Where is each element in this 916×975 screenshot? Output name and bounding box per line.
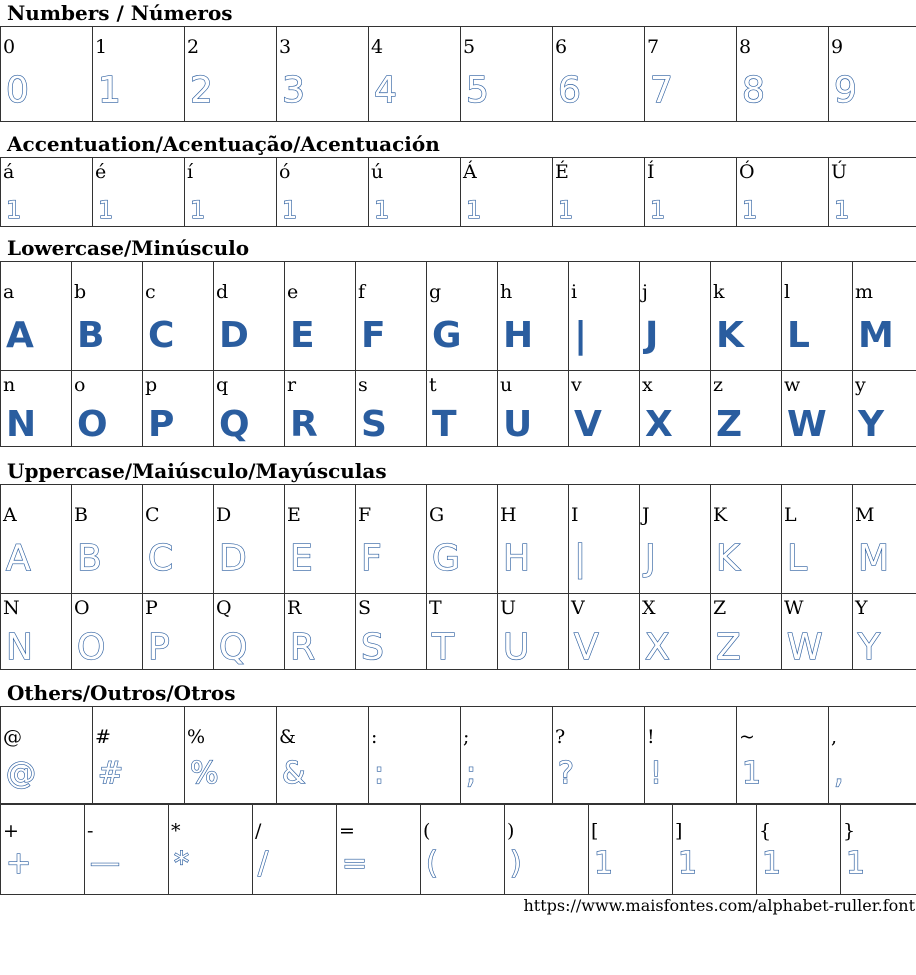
glyph-cell bbox=[277, 27, 369, 122]
character-label: j bbox=[642, 281, 648, 303]
font-sample-glyph: V bbox=[574, 404, 602, 445]
character-label: / bbox=[255, 820, 262, 842]
font-sample-glyph: N bbox=[6, 627, 33, 668]
character-label: Q bbox=[216, 597, 232, 619]
glyph-cell bbox=[427, 371, 498, 447]
glyph-cell bbox=[782, 371, 853, 447]
character-label: 8 bbox=[739, 36, 752, 58]
character-label: F bbox=[358, 504, 372, 526]
glyph-cell bbox=[711, 371, 782, 447]
glyph-cell bbox=[1, 371, 72, 447]
character-label: c bbox=[145, 281, 156, 303]
font-sample-glyph: G bbox=[432, 315, 462, 356]
font-sample-glyph: 8 bbox=[742, 70, 765, 111]
font-sample-glyph: H bbox=[503, 315, 534, 356]
glyph-cell bbox=[143, 262, 214, 371]
character-label: @ bbox=[3, 726, 22, 748]
character-label: S bbox=[358, 597, 372, 619]
glyph-cell bbox=[1, 805, 85, 895]
font-sample-glyph: W bbox=[787, 627, 823, 668]
font-sample-glyph: F bbox=[361, 538, 382, 579]
character-label: g bbox=[429, 281, 442, 303]
glyph-cell bbox=[853, 371, 916, 447]
glyph-cell bbox=[93, 707, 185, 804]
font-sample-glyph: 1 bbox=[282, 196, 298, 224]
footer-url[interactable]: https://www.maisfontes.com/alphabet-ruller.font bbox=[523, 896, 915, 915]
uppercase-heading: Uppercase/Maiúsculo/Mayúsculas bbox=[7, 459, 387, 483]
character-label: v bbox=[571, 374, 582, 396]
font-sample-glyph: U bbox=[503, 627, 530, 668]
font-sample-glyph: 1 bbox=[650, 196, 666, 224]
character-label: 3 bbox=[279, 36, 292, 58]
character-label: z bbox=[713, 374, 724, 396]
character-label: B bbox=[74, 504, 88, 526]
glyph-cell bbox=[85, 805, 169, 895]
glyph-cell bbox=[461, 158, 553, 227]
font-sample-glyph: N bbox=[6, 404, 37, 445]
character-label: 6 bbox=[555, 36, 568, 58]
glyph-cell bbox=[143, 371, 214, 447]
font-sample-glyph: 1 bbox=[678, 846, 698, 881]
font-sample-glyph: 1 bbox=[594, 846, 614, 881]
character-label: h bbox=[500, 281, 513, 303]
font-sample-glyph: R bbox=[290, 627, 316, 668]
font-sample-glyph: S bbox=[361, 404, 387, 445]
glyph-cell bbox=[369, 27, 461, 122]
glyph-row bbox=[1, 371, 916, 447]
font-sample-glyph: | bbox=[574, 315, 588, 356]
glyph-cell bbox=[461, 27, 553, 122]
font-sample-glyph: 2 bbox=[190, 70, 213, 111]
character-label: A bbox=[3, 504, 17, 526]
glyph-cell bbox=[369, 158, 461, 227]
glyph-cell bbox=[782, 262, 853, 371]
character-label: H bbox=[500, 504, 517, 526]
font-sample-glyph: ( bbox=[426, 846, 438, 881]
font-sample-glyph: E bbox=[290, 538, 313, 579]
glyph-cell bbox=[1, 485, 72, 594]
font-sample-glyph: 1 bbox=[742, 196, 758, 224]
glyph-cell bbox=[853, 262, 916, 371]
glyph-cell bbox=[640, 262, 711, 371]
glyph-cell bbox=[569, 485, 640, 594]
character-label: s bbox=[358, 374, 368, 396]
character-label: 5 bbox=[463, 36, 476, 58]
font-sample-glyph: R bbox=[290, 404, 318, 445]
character-label: Ó bbox=[739, 161, 755, 183]
font-sample-glyph: B bbox=[77, 538, 102, 579]
glyph-cell bbox=[645, 27, 737, 122]
glyph-row bbox=[1, 158, 916, 227]
character-label: Í bbox=[647, 161, 655, 183]
lowercase-table bbox=[0, 261, 916, 447]
glyph-cell bbox=[72, 594, 143, 670]
font-sample-glyph: J bbox=[645, 538, 656, 579]
character-label: É bbox=[555, 161, 569, 183]
font-sample-glyph: S bbox=[361, 627, 384, 668]
font-sample-glyph: 3 bbox=[282, 70, 305, 111]
font-sample-glyph: U bbox=[503, 404, 533, 445]
character-label: C bbox=[145, 504, 160, 526]
glyph-cell bbox=[93, 158, 185, 227]
font-sample-glyph: / bbox=[258, 846, 269, 881]
font-sample-glyph: X bbox=[645, 404, 673, 445]
font-sample-glyph: X bbox=[645, 627, 670, 668]
character-label: x bbox=[642, 374, 653, 396]
character-label: & bbox=[279, 726, 296, 748]
font-sample-glyph: # bbox=[98, 756, 124, 791]
character-label: o bbox=[74, 374, 86, 396]
font-sample-glyph: G bbox=[432, 538, 460, 579]
glyph-row bbox=[1, 485, 916, 594]
character-label: D bbox=[216, 504, 232, 526]
font-sample-glyph: 1 bbox=[190, 196, 206, 224]
character-label: ; bbox=[463, 726, 470, 748]
glyph-cell bbox=[645, 707, 737, 804]
character-label: V bbox=[571, 597, 585, 619]
glyph-cell bbox=[214, 485, 285, 594]
character-label: á bbox=[3, 161, 15, 183]
font-sample-glyph: 1 bbox=[742, 756, 762, 791]
font-sample-glyph: 6 bbox=[558, 70, 581, 111]
character-label: R bbox=[287, 597, 302, 619]
font-sample-glyph: 4 bbox=[374, 70, 397, 111]
font-sample-glyph: & bbox=[282, 756, 306, 791]
character-label: P bbox=[145, 597, 158, 619]
font-sample-glyph: | bbox=[574, 538, 587, 579]
character-label: 1 bbox=[95, 36, 108, 58]
character-label: y bbox=[855, 374, 866, 396]
character-label: + bbox=[3, 820, 19, 842]
character-label: r bbox=[287, 374, 297, 396]
character-label: Ú bbox=[831, 161, 848, 183]
character-label: L bbox=[784, 504, 797, 526]
font-sample-glyph: 1 bbox=[466, 196, 482, 224]
character-label: W bbox=[784, 597, 804, 619]
character-label: Y bbox=[855, 597, 868, 619]
character-label: 2 bbox=[187, 36, 200, 58]
glyph-cell bbox=[214, 262, 285, 371]
font-sample-glyph: ! bbox=[650, 756, 663, 791]
glyph-cell bbox=[737, 158, 829, 227]
font-sample-glyph: V bbox=[574, 627, 599, 668]
font-sample-glyph: ) bbox=[510, 846, 522, 881]
glyph-cell bbox=[640, 485, 711, 594]
font-sample-glyph: M bbox=[858, 538, 890, 579]
glyph-cell bbox=[553, 707, 645, 804]
character-label: I bbox=[571, 504, 579, 526]
font-sample-glyph: L bbox=[787, 538, 808, 579]
font-sample-glyph: @ bbox=[6, 756, 36, 791]
character-label: ( bbox=[423, 820, 431, 842]
character-label: i bbox=[571, 281, 578, 303]
font-sample-glyph: 5 bbox=[466, 70, 489, 111]
character-label: O bbox=[74, 597, 90, 619]
character-label: { bbox=[759, 820, 772, 842]
font-sample-glyph: 1 bbox=[98, 196, 114, 224]
glyph-cell bbox=[553, 27, 645, 122]
glyph-row bbox=[1, 707, 916, 804]
font-sample-glyph: H bbox=[503, 538, 531, 579]
glyph-cell bbox=[285, 485, 356, 594]
glyph-cell bbox=[498, 594, 569, 670]
character-label: ú bbox=[371, 161, 384, 183]
glyph-cell bbox=[185, 27, 277, 122]
glyph-row bbox=[1, 594, 916, 670]
font-sample-glyph: P bbox=[148, 627, 170, 668]
glyph-cell bbox=[829, 27, 916, 122]
character-label: d bbox=[216, 281, 229, 303]
font-sample-glyph: A bbox=[6, 538, 31, 579]
glyph-cell bbox=[645, 158, 737, 227]
others-heading: Others/Outros/Otros bbox=[7, 681, 236, 705]
glyph-cell bbox=[589, 805, 673, 895]
character-label: k bbox=[713, 281, 725, 303]
character-label: a bbox=[3, 281, 15, 303]
glyph-cell bbox=[72, 485, 143, 594]
glyph-cell bbox=[285, 594, 356, 670]
glyph-cell bbox=[214, 371, 285, 447]
character-label: G bbox=[429, 504, 445, 526]
glyph-cell bbox=[427, 594, 498, 670]
glyph-cell bbox=[1, 262, 72, 371]
character-label: n bbox=[3, 374, 16, 396]
glyph-cell bbox=[711, 485, 782, 594]
font-sample-glyph: * bbox=[174, 846, 189, 881]
glyph-cell bbox=[737, 707, 829, 804]
glyph-cell bbox=[253, 805, 337, 895]
glyph-cell bbox=[640, 371, 711, 447]
glyph-cell bbox=[427, 485, 498, 594]
glyph-cell bbox=[369, 707, 461, 804]
accents-table bbox=[0, 157, 916, 227]
character-label: q bbox=[216, 374, 229, 396]
glyph-cell bbox=[829, 707, 916, 804]
glyph-row bbox=[1, 805, 916, 895]
font-sample-glyph: 1 bbox=[834, 196, 850, 224]
character-label: X bbox=[642, 597, 656, 619]
glyph-cell bbox=[737, 27, 829, 122]
glyph-cell bbox=[72, 262, 143, 371]
character-label: w bbox=[784, 374, 801, 396]
character-label: K bbox=[713, 504, 728, 526]
uppercase-table bbox=[0, 484, 916, 670]
character-label: Á bbox=[463, 161, 477, 183]
character-label: 9 bbox=[831, 36, 844, 58]
font-sample-glyph: 1 bbox=[846, 846, 866, 881]
glyph-cell bbox=[853, 485, 916, 594]
glyph-cell bbox=[72, 371, 143, 447]
lowercase-heading: Lowercase/Minúsculo bbox=[7, 236, 250, 260]
character-label: l bbox=[784, 281, 791, 303]
character-label: t bbox=[429, 374, 437, 396]
character-label: é bbox=[95, 161, 107, 183]
others-table-row1 bbox=[0, 706, 916, 804]
character-label: b bbox=[74, 281, 87, 303]
font-sample-glyph: 1 bbox=[762, 846, 782, 881]
font-sample-glyph: K bbox=[716, 538, 740, 579]
font-sample-glyph: 9 bbox=[834, 70, 857, 111]
glyph-cell bbox=[640, 594, 711, 670]
glyph-cell bbox=[143, 594, 214, 670]
font-sample-glyph: M bbox=[858, 315, 894, 356]
glyph-cell bbox=[356, 262, 427, 371]
glyph-row bbox=[1, 262, 916, 371]
glyph-cell bbox=[1, 158, 93, 227]
character-label: * bbox=[171, 820, 181, 842]
glyph-cell bbox=[1, 27, 93, 122]
glyph-cell bbox=[1, 594, 72, 670]
font-sample-glyph: J bbox=[645, 315, 659, 356]
font-sample-glyph: O bbox=[77, 627, 106, 668]
font-sample-glyph: + bbox=[6, 846, 32, 881]
character-label: T bbox=[429, 597, 442, 619]
glyph-cell bbox=[427, 262, 498, 371]
character-label: E bbox=[287, 504, 301, 526]
glyph-cell bbox=[185, 707, 277, 804]
font-sample-glyph: : bbox=[374, 756, 385, 791]
character-label: 4 bbox=[371, 36, 384, 58]
accents-heading: Accentuation/Acentuação/Acentuación bbox=[7, 132, 440, 156]
character-label: í bbox=[187, 161, 194, 183]
font-sample-glyph: W bbox=[787, 404, 827, 445]
character-label: # bbox=[95, 726, 111, 748]
glyph-cell bbox=[711, 594, 782, 670]
character-label: : bbox=[371, 726, 378, 748]
font-sample-glyph: = bbox=[342, 846, 368, 881]
font-sample-glyph: ? bbox=[558, 756, 574, 791]
glyph-cell bbox=[214, 594, 285, 670]
character-label: ó bbox=[279, 161, 291, 183]
glyph-cell bbox=[757, 805, 841, 895]
glyph-cell bbox=[185, 158, 277, 227]
character-label: ~ bbox=[739, 726, 755, 748]
font-sample-glyph: F bbox=[361, 315, 386, 356]
glyph-cell bbox=[498, 262, 569, 371]
character-label: Z bbox=[713, 597, 727, 619]
glyph-cell bbox=[285, 371, 356, 447]
character-label: J bbox=[642, 504, 650, 526]
font-sample-glyph: L bbox=[787, 315, 810, 356]
character-label: p bbox=[145, 374, 158, 396]
glyph-row bbox=[1, 27, 916, 122]
font-sample-glyph: K bbox=[716, 315, 744, 356]
font-sample-glyph: 1 bbox=[98, 70, 121, 111]
glyph-cell bbox=[421, 805, 505, 895]
font-sample-glyph: Y bbox=[858, 404, 885, 445]
glyph-cell bbox=[356, 371, 427, 447]
font-sample-glyph: 1 bbox=[558, 196, 574, 224]
glyph-cell bbox=[277, 158, 369, 227]
font-sample-glyph: % bbox=[190, 756, 219, 791]
font-sample-glyph: P bbox=[148, 404, 175, 445]
font-sample-glyph: B bbox=[77, 315, 105, 356]
font-sample-glyph: A bbox=[6, 315, 34, 356]
glyph-cell bbox=[829, 158, 916, 227]
character-label: ) bbox=[507, 820, 515, 842]
glyph-cell bbox=[169, 805, 253, 895]
character-label: , bbox=[831, 726, 838, 748]
glyph-cell bbox=[461, 707, 553, 804]
font-sample-glyph: Y bbox=[858, 627, 880, 668]
character-label: M bbox=[855, 504, 875, 526]
glyph-cell bbox=[711, 262, 782, 371]
font-sample-glyph: ; bbox=[466, 756, 477, 791]
character-label: 7 bbox=[647, 36, 660, 58]
glyph-cell bbox=[569, 594, 640, 670]
font-sample-glyph: Z bbox=[716, 627, 741, 668]
glyph-cell bbox=[673, 805, 757, 895]
glyph-cell bbox=[853, 594, 916, 670]
font-sample-glyph: 1 bbox=[374, 196, 390, 224]
glyph-cell bbox=[841, 805, 916, 895]
font-sample-glyph: 1 bbox=[6, 196, 22, 224]
character-label: e bbox=[287, 281, 299, 303]
glyph-cell bbox=[782, 594, 853, 670]
glyph-cell bbox=[505, 805, 589, 895]
glyph-cell bbox=[277, 707, 369, 804]
glyph-cell bbox=[569, 371, 640, 447]
character-label: ? bbox=[555, 726, 566, 748]
character-label: [ bbox=[591, 820, 599, 842]
font-sample-glyph: — bbox=[90, 846, 120, 881]
glyph-cell bbox=[782, 485, 853, 594]
glyph-cell bbox=[553, 158, 645, 227]
character-label: N bbox=[3, 597, 20, 619]
font-sample-glyph: D bbox=[219, 538, 247, 579]
glyph-cell bbox=[143, 485, 214, 594]
character-label: - bbox=[87, 820, 94, 842]
font-sample-glyph: Q bbox=[219, 627, 248, 668]
font-sample-glyph: Q bbox=[219, 404, 250, 445]
glyph-cell bbox=[356, 485, 427, 594]
others-table-row2 bbox=[0, 804, 916, 895]
character-label: ! bbox=[647, 726, 655, 748]
character-label: } bbox=[843, 820, 856, 842]
character-label: U bbox=[500, 597, 517, 619]
character-label: = bbox=[339, 820, 355, 842]
font-sample-glyph: C bbox=[148, 538, 174, 579]
character-label: % bbox=[187, 726, 206, 748]
character-label: m bbox=[855, 281, 874, 303]
character-label: f bbox=[358, 281, 366, 303]
font-sample-glyph: , bbox=[834, 756, 844, 791]
glyph-cell bbox=[337, 805, 421, 895]
glyph-cell bbox=[498, 485, 569, 594]
font-sample-glyph: C bbox=[148, 315, 175, 356]
glyph-cell bbox=[569, 262, 640, 371]
character-label: ] bbox=[675, 820, 683, 842]
glyph-cell bbox=[93, 27, 185, 122]
font-sample-glyph: D bbox=[219, 315, 249, 356]
font-sample-glyph: 7 bbox=[650, 70, 673, 111]
font-sample-glyph: Z bbox=[716, 404, 743, 445]
font-sample-glyph: 0 bbox=[6, 70, 29, 111]
font-sample-glyph: E bbox=[290, 315, 315, 356]
character-label: 0 bbox=[3, 36, 16, 58]
font-sample-glyph: T bbox=[432, 404, 457, 445]
glyph-cell bbox=[285, 262, 356, 371]
font-sample-glyph: T bbox=[432, 627, 454, 668]
numbers-heading: Numbers / Números bbox=[7, 1, 233, 25]
glyph-cell bbox=[498, 371, 569, 447]
font-sample-glyph: O bbox=[77, 404, 108, 445]
character-label: u bbox=[500, 374, 513, 396]
glyph-cell bbox=[356, 594, 427, 670]
numbers-table bbox=[0, 26, 916, 122]
glyph-cell bbox=[1, 707, 93, 804]
